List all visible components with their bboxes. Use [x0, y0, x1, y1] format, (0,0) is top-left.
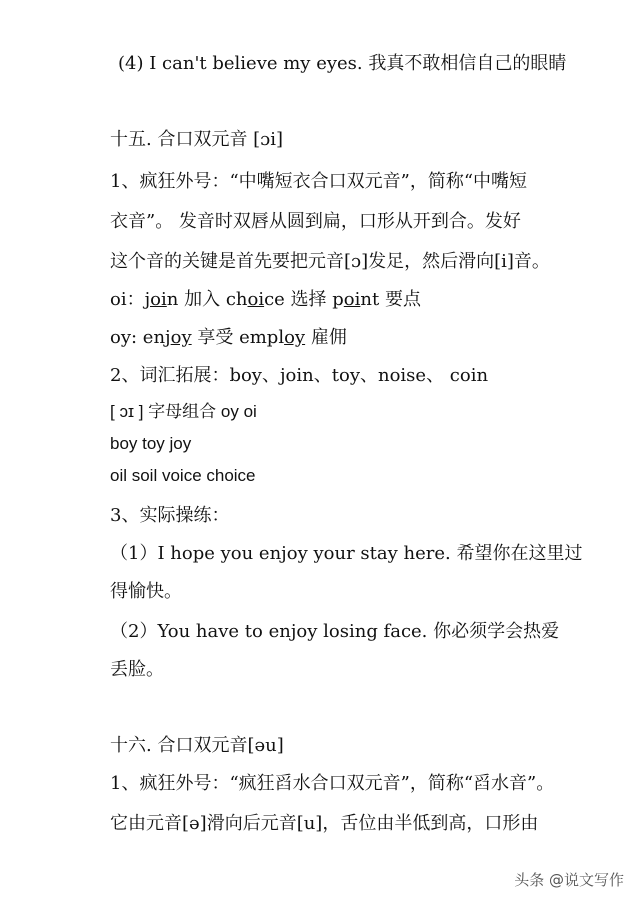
vocab-line: 2、词汇拓展：boy、join、toy、noise、 coin	[110, 365, 489, 386]
watermark: 头条 @说文写作	[514, 871, 624, 889]
oy-examples-line: oy: enjoy 享受 employ 雇佣	[110, 327, 347, 348]
section-16-line-2: 它由元音[ə]滑向后元音[u]，舌位由半低到高，口形由	[110, 813, 539, 834]
section-15-heading: 十五. 合口双元音 [ɔi]	[110, 129, 284, 150]
practice-1-line-1: （1）I hope you enjoy your stay here. 希望你在这里过	[110, 543, 583, 564]
word-row-2: oil soil voice choice	[110, 466, 256, 485]
word-row-1: boy toy joy	[110, 434, 192, 453]
practice-2-line-1: （2）You have to enjoy losing face. 你必须学会热爱	[110, 621, 560, 642]
nickname-line-2: 衣音”。 发音时双唇从圆到扁，口形从开到合。发好	[110, 211, 521, 232]
section-16-line-1: 1、疯狂外号：“疯狂舀水合口双元音”，简称“舀水音”。	[110, 773, 555, 794]
nickname-line-3: 这个音的关键是首先要把元音[ɔ]发足，然后滑向[i]音。	[110, 251, 550, 272]
practice-heading: 3、实际操练：	[110, 505, 230, 526]
section-16-heading: 十六. 合口双元音[əu]	[110, 735, 284, 756]
example-4-line: (4) I can't believe my eyes. 我真不敢相信自己的眼睛	[118, 53, 567, 74]
nickname-line-1: 1、疯狂外号：“中嘴短衣合口双元音”，简称“中嘴短	[110, 171, 528, 192]
letter-combo-line: [ ɔɪ ] 字母组合 oy oi	[110, 402, 257, 421]
practice-2-line-2: 丢脸。	[110, 659, 164, 680]
oi-examples-line: oi：join 加入 choice 选择 point 要点	[110, 289, 421, 310]
practice-1-line-2: 得愉快。	[110, 581, 182, 602]
